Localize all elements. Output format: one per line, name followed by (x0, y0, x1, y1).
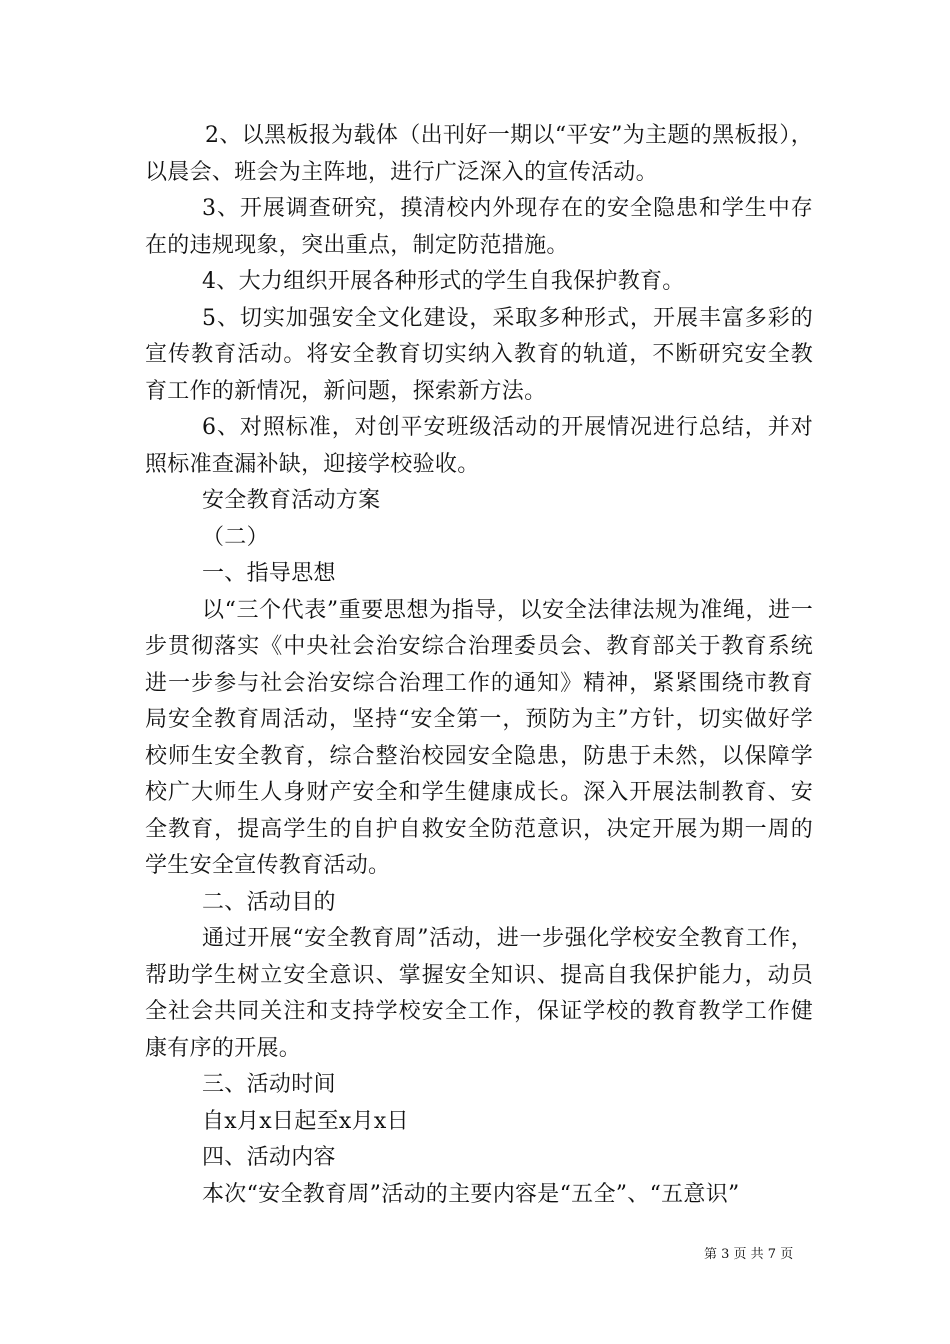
heading-activity-purpose: 二、活动目的 (202, 889, 336, 915)
page-number: 第 3 页 共 7 页 (704, 1247, 794, 1262)
paragraph-activity-purpose: 通过开展“安全教育周”活动，进一步强化学校安全教育工作，帮助学生树立安全意识、掌握安全知识、提高自我保护能力，动员全社会共同关注和支持学校安全工作，保证学校的教育教学工作健康有序的开展。 (145, 926, 813, 1061)
heading-activity-time: 三、活动时间 (202, 1072, 336, 1097)
heading-guiding-ideology: 一、指导思想 (202, 561, 336, 586)
paragraph-item-5: 5、切实加强安全文化建设，采取多种形式，开展丰富多彩的宣传教育活动。将安全教育切实纳入教育的轨道，不断研究安全教育工作的新情况，新问题，探索新方法。 (145, 305, 813, 404)
paragraph-item-2: 2、以黑板报为载体（出刊好一期以“平安”为主题的黑板报），以晨会、班会为主阵地，进行广泛深入的宣传活动。 (145, 123, 813, 185)
paragraph-guiding-ideology: 以“三个代表”重要思想为指导，以安全法律法规为准绳，进一步贯彻落实《中央社会治安综合治理委员会、教育部关于教育系统进一步参与社会治安综合治理工作的通知》精神，紧紧围绕市教育局安全教育周活动，坚持“安全第一，预防为主”方针，切实做好学校师生安全教育，综合整治校园安全隐患，防患于未然，以保障学校广大师生人身财产安全和学生健康成长。深入开展法制教育、安全教育，提高学生的自护自救安全防范意识，决定开展为期一周的学生安全宣传教育活动。 (145, 597, 813, 878)
section-title: 安全教育活动方案 (202, 488, 381, 513)
heading-activity-content: 四、活动内容 (202, 1145, 336, 1170)
paragraph-activity-time: 自x月x日起至x月x日 (202, 1108, 409, 1134)
paragraph-item-6: 6、对照标准，对创平安班级活动的开展情况进行总结，并对照标准查漏补缺，迎接学校验收。 (145, 415, 813, 477)
paragraph-item-4: 4、大力组织开展各种形式的学生自我保护教育。 (202, 269, 685, 294)
section-number: （二） (202, 524, 269, 550)
document-body (145, 118, 813, 1213)
paragraph-item-3: 3、开展调查研究，摸清校内外现存在的安全隐患和学生中存在的违规现象，突出重点，制定防范措施。 (145, 196, 813, 258)
paragraph-activity-content: 本次“安全教育周”活动的主要内容是“五全”、“五意识” (202, 1181, 740, 1207)
